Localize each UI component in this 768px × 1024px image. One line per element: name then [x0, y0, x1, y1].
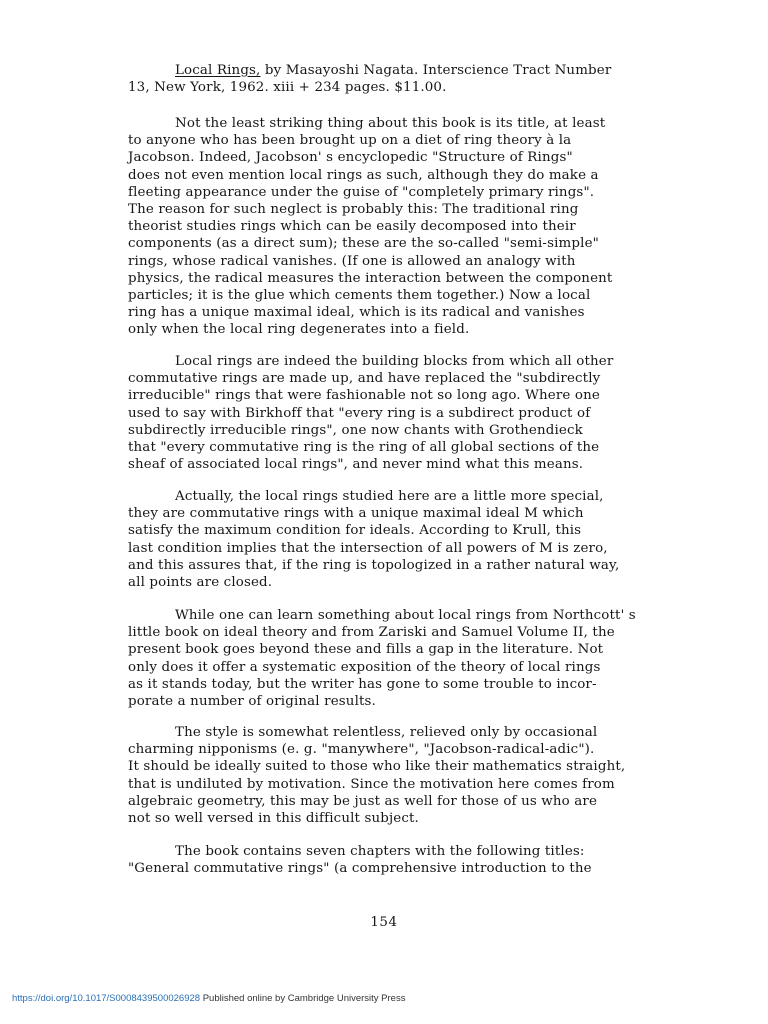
- text-line: theorist studies rings which can be easily decomposed into their: [128, 219, 576, 235]
- paragraph-3: [128, 488, 708, 591]
- text-line: sheaf of associated local rings", and never mind what this means.: [128, 457, 584, 473]
- text-line: as it stands today, but the writer has gone to some trouble to incor-: [128, 676, 597, 692]
- text-line: only does it offer a systematic exposition of the theory of local rings: [128, 659, 601, 675]
- paragraph-4: [128, 607, 708, 710]
- paragraph-5: [128, 724, 708, 827]
- text-line: does not even mention local rings as such, although they do make a: [128, 167, 599, 183]
- text-line: commutative rings are made up, and have replaced the "subdirectly: [128, 371, 601, 387]
- paragraph-6: [128, 843, 708, 877]
- text-line: only when the local ring degenerates into a field.: [128, 322, 470, 338]
- doi-link[interactable]: https://doi.org/10.1017/S0008439500026928: [12, 993, 201, 1004]
- text-line: fleeting appearance under the guise of "completely primary rings".: [128, 184, 595, 200]
- publisher-note: Published online by Cambridge University Press: [200, 993, 406, 1004]
- text-line: porate a number of original results.: [128, 693, 376, 709]
- text-line: little book on ideal theory and from Zariski and Samuel Volume II, the: [128, 625, 615, 641]
- text-line: not so well versed in this difficult subject.: [128, 810, 419, 826]
- text-line: physics, the radical measures the interaction between the component: [128, 270, 613, 286]
- text-line: While one can learn something about local rings from Northcott' s: [175, 608, 636, 623]
- text-line: to anyone who has been brought up on a diet of ring theory à la: [128, 133, 572, 149]
- text-line: irreducible" rings that were fashionable not so long ago. Where one: [128, 388, 600, 404]
- page-number: 154: [370, 915, 398, 930]
- text-line: charming nipponisms (e. g. "manywhere", "Jacobson-radical-adic").: [128, 742, 595, 758]
- text-line: they are commutative rings with a unique maximal ideal M which: [128, 506, 584, 522]
- paragraph-2: [128, 353, 708, 473]
- header-line-1: [128, 62, 708, 79]
- text-line: It should be ideally suited to those who like their mathematics straight,: [128, 759, 626, 775]
- text-line: that is undiluted by motivation. Since the motivation here comes from: [128, 776, 615, 792]
- text-line: satisfy the maximum condition for ideals. According to Krull, this: [128, 523, 582, 539]
- text-line: components (as a direct sum); these are the so-called "semi-simple": [128, 236, 599, 252]
- text-line: algebraic geometry, this may be just as well for those of us who are: [128, 793, 598, 809]
- book-details: by Masayoshi Nagata. Interscience Tract Number: [260, 63, 612, 78]
- text-line: ring has a unique maximal ideal, which is its radical and vanishes: [128, 305, 585, 321]
- text-line: The style is somewhat relentless, relieved only by occasional: [175, 725, 598, 740]
- text-line: particles; it is the glue which cements them together.) Now a local: [128, 287, 591, 303]
- header-line-2: 13, New York, 1962. xiii + 234 pages. $11.00.: [128, 80, 447, 96]
- text-line: "General commutative rings" (a comprehensive introduction to the: [128, 861, 592, 877]
- text-line: Local rings are indeed the building blocks from which all other: [175, 354, 614, 369]
- text-line: last condition implies that the intersection of all powers of M is zero,: [128, 540, 608, 556]
- text-line: present book goes beyond these and fills a gap in the literature. Not: [128, 642, 604, 658]
- review-header: [128, 62, 708, 96]
- text-line: The reason for such neglect is probably this: The traditional ring: [128, 201, 579, 217]
- paragraph-1: [128, 115, 708, 338]
- text-line: used to say with Birkhoff that "every ring is a subdirect product of: [128, 405, 591, 421]
- text-line: all points are closed.: [128, 574, 273, 590]
- text-line: subdirectly irreducible rings", one now chants with Grothendieck: [128, 422, 583, 438]
- text-line: Not the least striking thing about this book is its title, at least: [175, 116, 606, 131]
- book-title: Local Rings,: [175, 63, 261, 78]
- text-line: Jacobson. Indeed, Jacobson' s encyclopedic "Structure of Rings": [128, 150, 573, 166]
- footer-citation: [12, 993, 405, 1004]
- text-line: rings, whose radical vanishes. (If one is allowed an analogy with: [128, 253, 576, 269]
- text-line: and this assures that, if the ring is topologized in a rather natural way,: [128, 557, 620, 573]
- text-line: Actually, the local rings studied here are a little more special,: [175, 489, 604, 504]
- text-line: The book contains seven chapters with the following titles:: [175, 844, 585, 859]
- text-line: that "every commutative ring is the ring of all global sections of the: [128, 439, 600, 455]
